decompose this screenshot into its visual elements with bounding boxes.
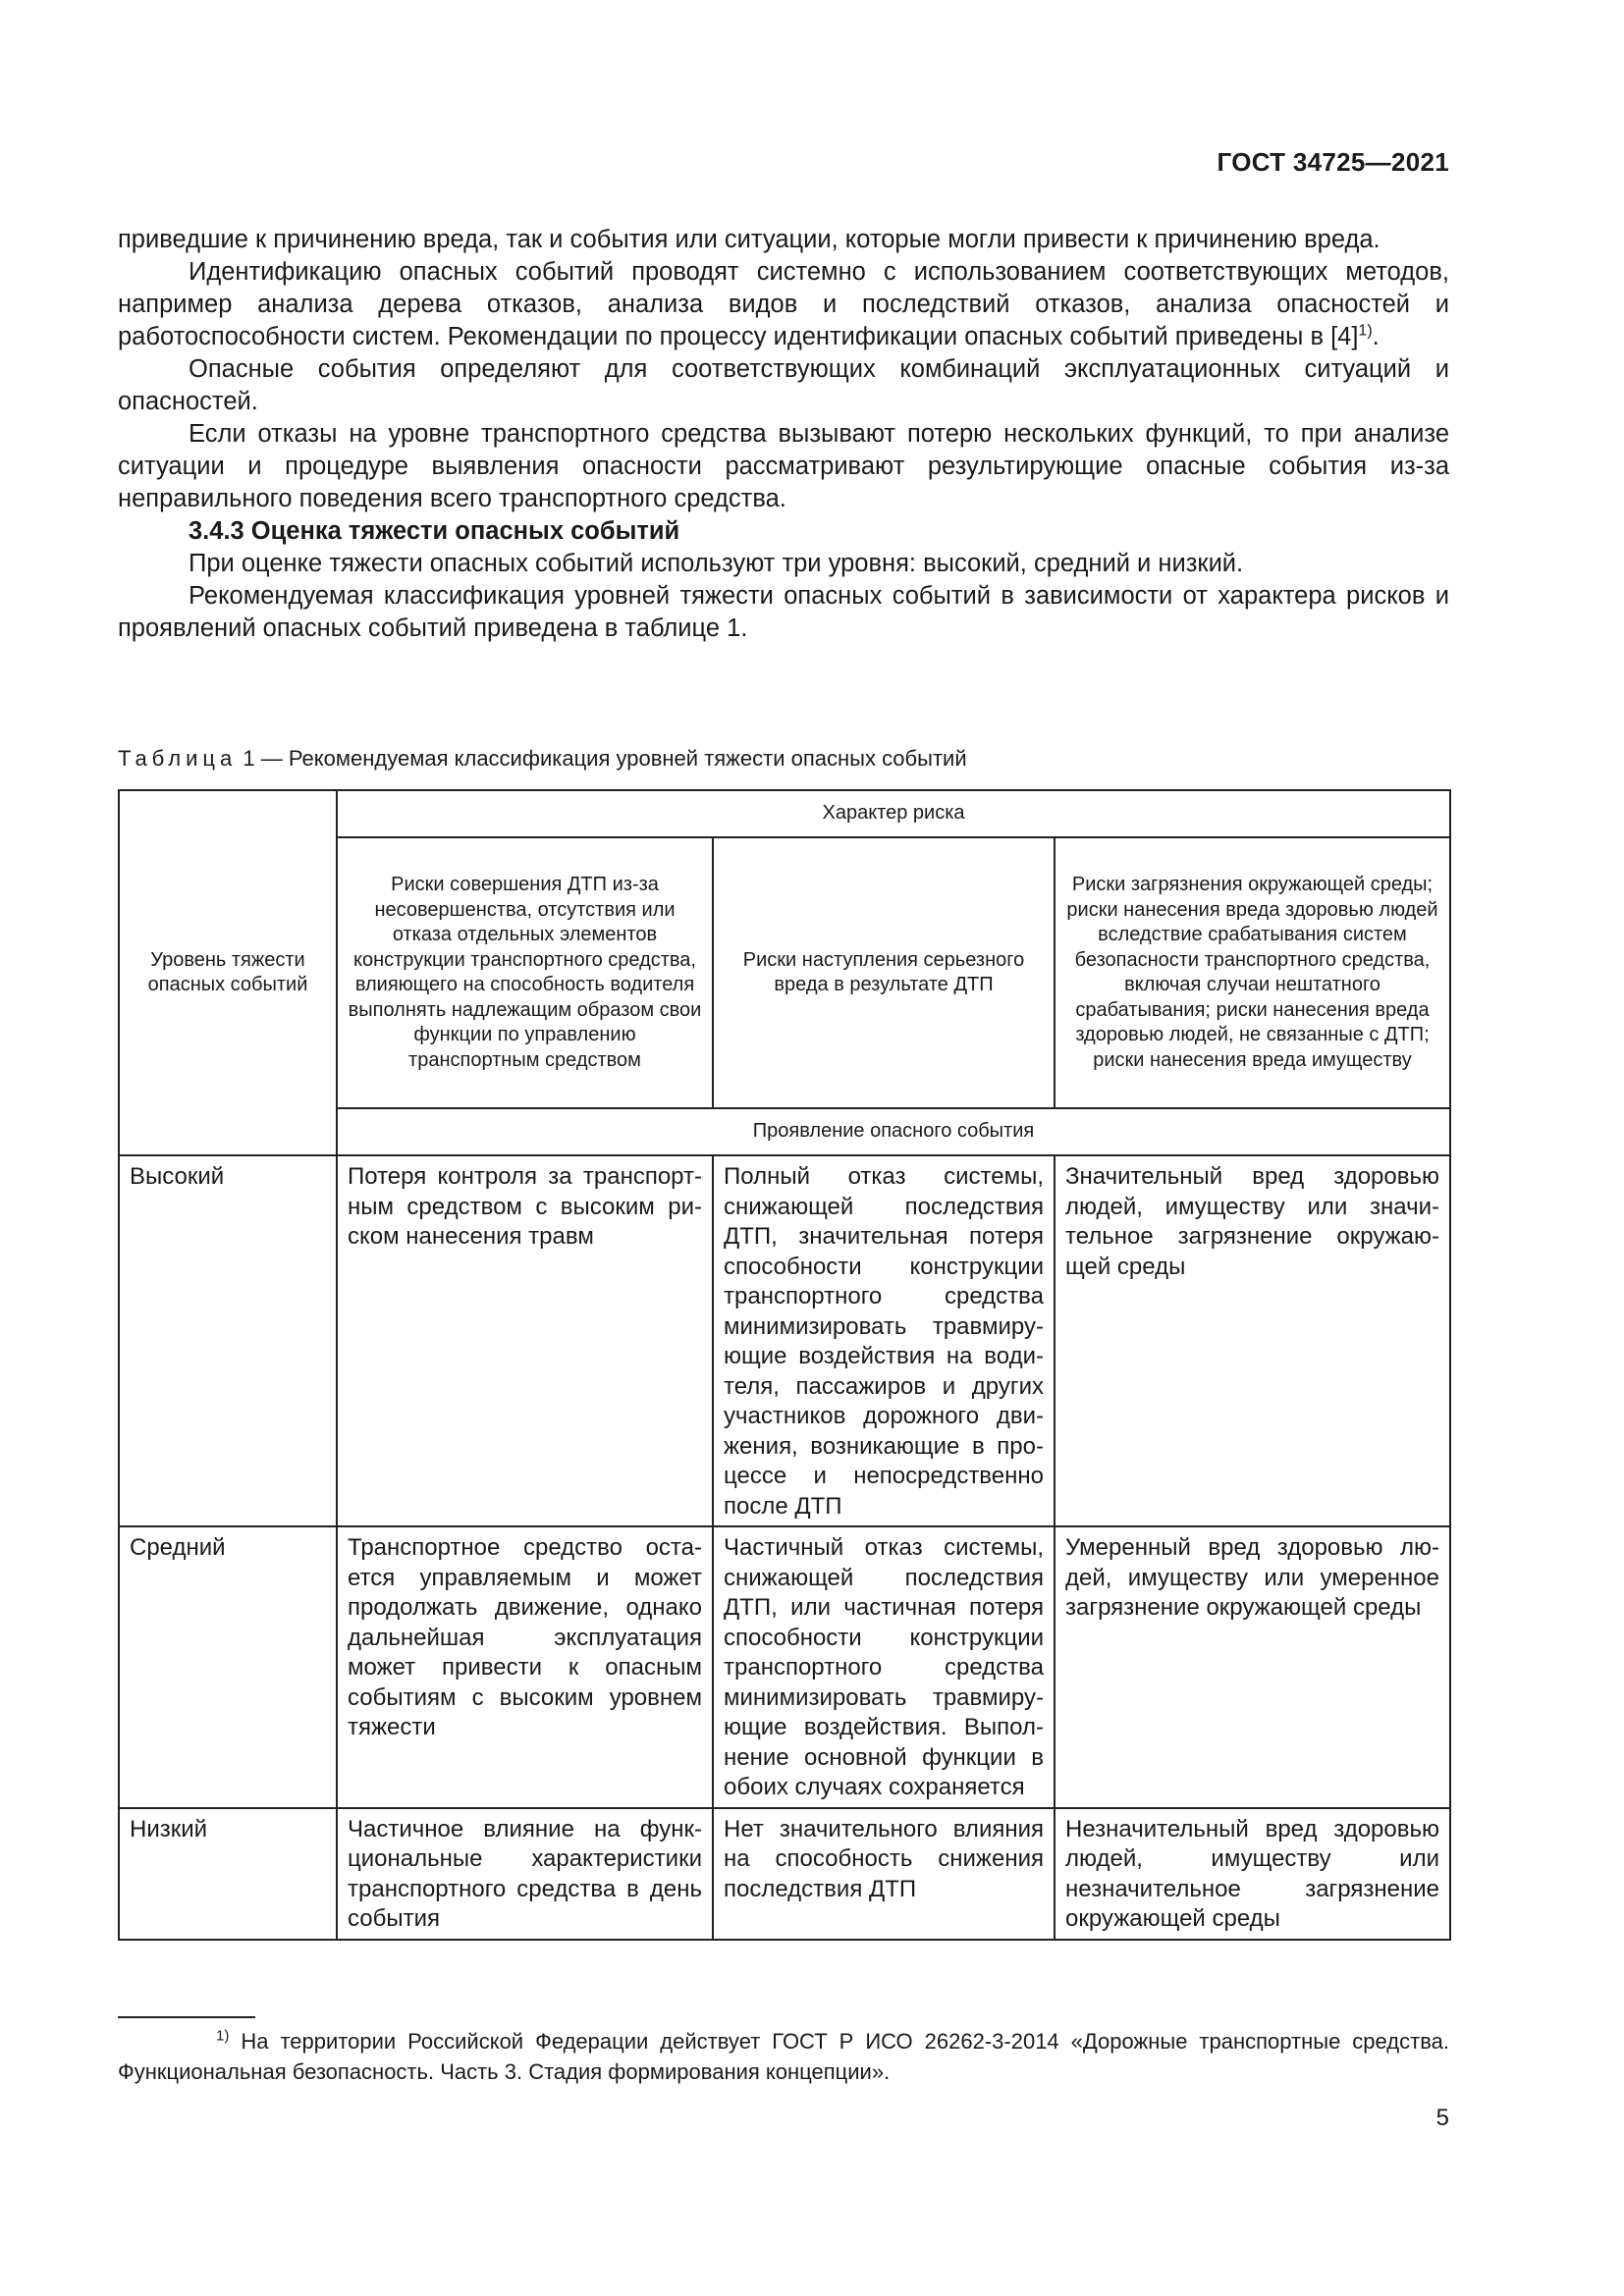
table-caption-label: Таблица [118,746,238,771]
paragraph-2-text: Идентификацию опасных событий проводят системно с использованием соответствующих методов, например анализа дерева отказов, анализа видов и последствий отказов, анализа опасностей и работоспособности систем. Рекомендации по процессу идентификации опасных событий приведены в [4] [118,258,1449,350]
level-cell: Средний [119,1526,337,1808]
risk-column-1: Риски совершения ДТП из-за несовершенства, отсутствия или отказа отдельных элементов конструкции транспортного средства, влияющего на способность водителя выполнять надлежащим образом свои функции по управлению транспортным средством [337,837,713,1108]
level-header: Уровень тяжести опасных событий [119,790,337,1155]
footnote-reference: 1) [1358,322,1373,340]
paragraph-3: Опасные события определяют для соответствующих комбинаций эксплуатационных ситуаций и опасностей. [118,355,1449,415]
body-text [118,224,1449,645]
level-cell: Высокий [119,1155,337,1526]
footnote-text: На территории Российской Федерации действует ГОСТ Р ИСО 26262-3-2014 «Дорожные транспортные средства. Функциональная безопасность. Часть 3. Стадия формирования концепции». [118,2029,1449,2084]
document-code: ГОСТ 34725—2021 [1217,147,1449,177]
paragraph-5: При оценке тяжести опасных событий используют три уровня: высокий, средний и низкий. [189,550,1244,577]
table-cell: Частичный отказ системы, снижающей последствия ДТП, или частичная потеря способности конструкции транспортного средства минимизировать травмирующие воздействия. Выполнение основной функции в обоих случаях сохраняется [713,1526,1055,1808]
risk-column-3: Риски загрязнения окружающей среды; риски нанесения вреда здоровью людей вследствие срабатывания систем безопасности транспортного средства, включая случаи нештатного срабатывания; риски нанесения вреда здоровью людей, не связанные с ДТП; риски нанесения вреда имуществу [1055,837,1450,1108]
table-caption-text: 1 — Рекомендуемая классификация уровней тяжести опасных событий [237,746,967,771]
footnote [118,2026,1449,2087]
paragraph-2-end: . [1372,323,1380,350]
table-cell: Транспортное средство остается управляемым и может продолжать движение, однако дальнейшая эксплуатация может привести к опасным событиям с высоким уровнем тяжести [337,1526,713,1808]
table-row [119,1808,1450,1940]
table-cell: Полный отказ системы, снижающей последствия ДТП, значительная потеря способности конструкции транспортного средства минимизировать травмирующие воздействия на водителя, пассажиров и других участников дорожного движения, возникающие в процессе и непосредственно после ДТП [713,1155,1055,1526]
risk-header: Характер риска [337,790,1450,837]
paragraph-1: приведшие к причинению вреда, так и события или ситуации, которые могли привести к причинению вреда. [118,226,1380,253]
paragraph-6: Рекомендуемая классификация уровней тяжести опасных событий в зависимости от характера рисков и проявлений опасных событий приведена в таблице 1. [118,582,1449,642]
table-cell: Нет значительного влияния на способность снижения последствия ДТП [713,1808,1055,1940]
table-cell: Умеренный вред здоровью людей, имуществу или умеренное загрязнение окружающей среды [1055,1526,1450,1808]
footnote-divider [118,2016,255,2018]
table-row [119,1155,1450,1526]
table-cell: Потеря контроля за транспортным средством с высоким риском нанесения травм [337,1155,713,1526]
footnote-marker: 1) [216,2027,230,2045]
paragraph-2 [118,256,1449,353]
severity-table [118,789,1451,1941]
manifestation-header: Проявление опасного события [337,1108,1450,1155]
paragraph-4: Если отказы на уровне транспортного средства вызывают потерю нескольких функций, то при анализе ситуации и процедуре выявления опасности рассматривают результирующие опасные события из-за неправильного поведения всего транспортного средства. [118,420,1449,512]
table-row [119,1526,1450,1808]
level-cell: Низкий [119,1808,337,1940]
risk-column-2: Риски наступления серьезного вреда в результате ДТП [713,837,1055,1108]
table-cell: Незначительный вред здоровью людей, имуществу или незначительное загрязнение окружающей среды [1055,1808,1450,1940]
table-cell: Частичное влияние на функциональные характеристики транспортного средства в день события [337,1808,713,1940]
page-number: 5 [1435,2105,1449,2131]
table-cell: Значительный вред здоровью людей, имуществу или значительное загрязнение окружающей среды [1055,1155,1450,1526]
section-heading: 3.4.3 Оценка тяжести опасных событий [189,517,680,545]
table-caption [118,746,1449,772]
